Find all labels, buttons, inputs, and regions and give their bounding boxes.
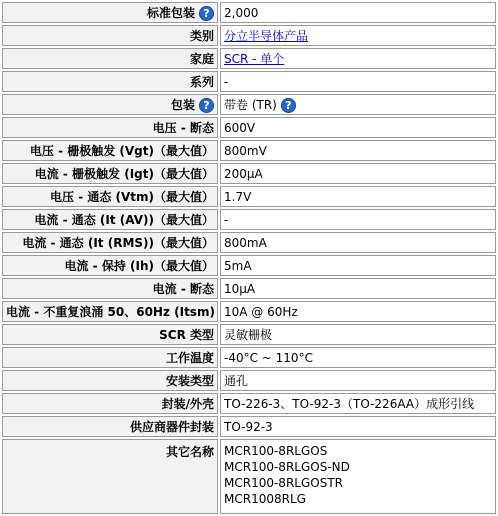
spec-label: 其它名称 bbox=[165, 445, 214, 459]
spec-row-igt bbox=[2, 163, 496, 184]
category-link[interactable]: 分立半导体产品 bbox=[224, 29, 309, 43]
spec-row-it-rms bbox=[2, 232, 496, 253]
spec-label-cell bbox=[2, 393, 218, 414]
spec-value-cell bbox=[220, 186, 496, 207]
spec-label-cell bbox=[2, 117, 218, 138]
spec-value-cell bbox=[220, 301, 496, 322]
spec-value: 1.7V bbox=[224, 189, 252, 204]
spec-label: 电流 - 通态 (It (RMS))（最大值） bbox=[22, 236, 214, 250]
spec-value-cell bbox=[220, 209, 496, 230]
spec-label: 电压 - 栅极触发 (Vgt)（最大值） bbox=[29, 144, 214, 158]
spec-value: TO-226-3、TO-92-3（TO-226AA）成形引线 bbox=[224, 397, 475, 411]
spec-label-cell bbox=[2, 439, 218, 514]
spec-label-cell bbox=[2, 25, 218, 46]
spec-label: 安装类型 bbox=[165, 374, 214, 388]
spec-value: 5mA bbox=[224, 258, 252, 273]
other-name-item: MCR100-8RLGOS bbox=[224, 444, 328, 458]
spec-row-vgt bbox=[2, 140, 496, 161]
spec-label-cell bbox=[2, 370, 218, 391]
spec-label: 电压 - 通态 (Vtm)（最大值） bbox=[49, 190, 214, 204]
spec-row-series bbox=[2, 71, 496, 92]
spec-row-operating-temp bbox=[2, 347, 496, 368]
spec-label: 标准包装 bbox=[146, 6, 195, 20]
spec-label: 电流 - 保持 (Ih)（最大值） bbox=[64, 259, 214, 273]
spec-value-cell bbox=[220, 2, 496, 23]
spec-value: - bbox=[224, 74, 229, 89]
spec-value-cell bbox=[220, 94, 496, 115]
spec-value: 200µA bbox=[224, 166, 263, 181]
spec-value-cell bbox=[220, 347, 496, 368]
spec-label-cell bbox=[2, 324, 218, 345]
spec-row-other-names bbox=[2, 439, 496, 514]
spec-row-package-case bbox=[2, 393, 496, 414]
spec-value-cell bbox=[220, 416, 496, 437]
spec-value-cell bbox=[220, 48, 496, 69]
spec-value: 通孔 bbox=[224, 374, 249, 388]
spec-value-cell bbox=[220, 393, 496, 414]
spec-value-cell bbox=[220, 370, 496, 391]
spec-value: 灵敏栅极 bbox=[224, 328, 273, 342]
spec-label-cell bbox=[2, 232, 218, 253]
spec-value: -40°C ~ 110°C bbox=[224, 350, 313, 365]
spec-value: 600V bbox=[224, 120, 256, 135]
spec-value-cell bbox=[220, 25, 496, 46]
other-name-item: MCR1008RLG bbox=[224, 492, 306, 506]
spec-label-cell bbox=[2, 416, 218, 437]
spec-row-it-av bbox=[2, 209, 496, 230]
spec-value: TO-92-3 bbox=[224, 419, 273, 434]
other-name-item: MCR100-8RLGOSTR bbox=[224, 476, 343, 490]
spec-row-packaging bbox=[2, 94, 496, 115]
spec-row-ih bbox=[2, 255, 496, 276]
help-icon[interactable]: ? bbox=[199, 6, 214, 21]
spec-value-cell bbox=[220, 71, 496, 92]
spec-value: 800mV bbox=[224, 143, 267, 158]
spec-label-cell bbox=[2, 347, 218, 368]
help-icon[interactable]: ? bbox=[281, 98, 296, 113]
spec-value-cell bbox=[220, 163, 496, 184]
spec-value-cell bbox=[220, 232, 496, 253]
spec-value-cell bbox=[220, 117, 496, 138]
spec-row-supplier-package bbox=[2, 416, 496, 437]
spec-label: 类别 bbox=[189, 29, 214, 43]
spec-label: 电流 - 断态 bbox=[152, 282, 214, 296]
help-icon[interactable]: ? bbox=[199, 98, 214, 113]
spec-label-cell bbox=[2, 140, 218, 161]
spec-row-vtm bbox=[2, 186, 496, 207]
spec-label: 电流 - 不重复浪涌 50、60Hz (Itsm) bbox=[6, 305, 215, 319]
spec-label-cell bbox=[2, 255, 218, 276]
spec-label-cell bbox=[2, 48, 218, 69]
spec-value-cell bbox=[220, 140, 496, 161]
spec-row-standard-package bbox=[2, 2, 496, 23]
spec-label-cell bbox=[2, 278, 218, 299]
spec-row-scr-type bbox=[2, 324, 496, 345]
spec-row-family bbox=[2, 48, 496, 69]
spec-label-cell bbox=[2, 163, 218, 184]
spec-label-cell bbox=[2, 71, 218, 92]
spec-value: 10A @ 60Hz bbox=[224, 304, 298, 319]
spec-value-cell bbox=[220, 324, 496, 345]
spec-label: 电压 - 断态 bbox=[152, 121, 214, 135]
spec-label: SCR 类型 bbox=[159, 328, 214, 342]
spec-value: 带卷 (TR) bbox=[224, 98, 277, 112]
spec-label-cell bbox=[2, 301, 218, 322]
spec-row-mounting-type bbox=[2, 370, 496, 391]
spec-label: 系列 bbox=[189, 75, 214, 89]
spec-row-current-off-state bbox=[2, 278, 496, 299]
spec-row-itsm bbox=[2, 301, 496, 322]
spec-value: - bbox=[224, 212, 229, 227]
spec-label: 包装 bbox=[170, 98, 195, 112]
spec-label: 电流 - 栅极触发 (Igt)（最大值） bbox=[34, 167, 214, 181]
other-name-item: MCR100-8RLGOS-ND bbox=[224, 460, 350, 474]
spec-value: 800mA bbox=[224, 235, 267, 250]
spec-label: 电流 - 通态 (It (AV))（最大值） bbox=[34, 213, 214, 227]
spec-row-category bbox=[2, 25, 496, 46]
spec-row-voltage-off-state bbox=[2, 117, 496, 138]
spec-label: 工作温度 bbox=[165, 351, 214, 365]
spec-value: 10µA bbox=[224, 281, 256, 296]
spec-label-cell bbox=[2, 186, 218, 207]
family-link[interactable]: SCR - 单个 bbox=[224, 52, 285, 66]
spec-label-cell bbox=[2, 209, 218, 230]
spec-value-cell bbox=[220, 255, 496, 276]
spec-label: 封装/外壳 bbox=[161, 397, 214, 411]
spec-value-cell bbox=[220, 439, 496, 514]
spec-label-cell bbox=[2, 2, 218, 23]
spec-value: 2,000 bbox=[224, 5, 259, 20]
spec-label-cell bbox=[2, 94, 218, 115]
spec-value-cell bbox=[220, 278, 496, 299]
spec-label: 供应商器件封装 bbox=[129, 420, 214, 434]
spec-label: 家庭 bbox=[189, 52, 214, 66]
